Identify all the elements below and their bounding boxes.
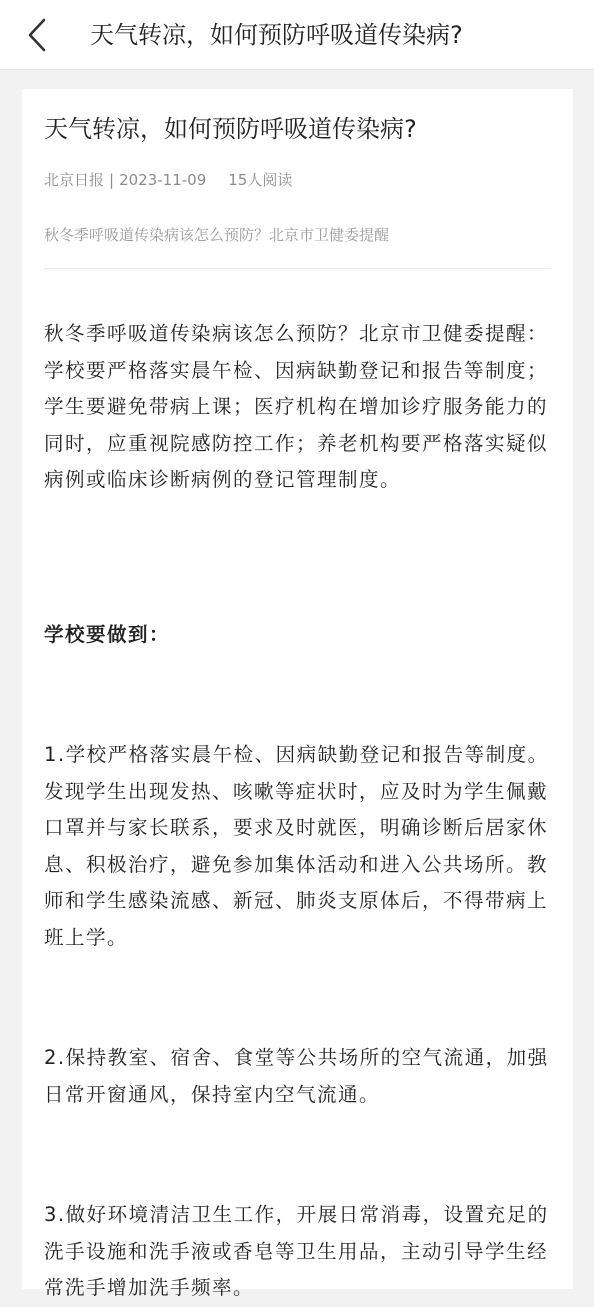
article-summary: 秋冬季呼吸道传染病该怎么预防？北京市卫健委提醒	[44, 226, 390, 244]
article-paragraph: 秋冬季呼吸道传染病该怎么预防？北京市卫健委提醒：学校要严格落实晨午检、因病缺勤登记和报告等制度；学生要避免带病上课；医疗机构在增加诊疗服务能力的同时，应重视院感防控工作；养老机构要严格落实疑似病例或临床诊断病例的登记管理制度。	[44, 322, 549, 492]
article-meta	[44, 169, 292, 191]
article-paragraph: 3.做好环境清洁卫生工作，开展日常消毒，设置充足的洗手设施和洗手液或香皂等卫生用品，主动引导学生经常洗手增加洗手频率。	[44, 1203, 549, 1300]
article-paragraph: 1.学校严格落实晨午检、因病缺勤登记和报告等制度。发现学生出现发热、咳嗽等症状时，应及时为学生佩戴口罩并与家长联系，要求及时就医，明确诊断后居家休息、积极治疗，避免参加集体活动和进入公共场所。教师和学生感染流感、新冠、肺炎支原体后，不得带病上班上学。	[44, 743, 549, 949]
article-paragraph: 2.保持教室、宿舍、食堂等公共场所的空气流通，加强日常开窗通风，保持室内空气流通。	[44, 1046, 549, 1106]
meta-separator: |	[109, 171, 115, 189]
summary-divider	[44, 268, 551, 269]
article-source: 北京日报	[44, 171, 105, 189]
article-card	[22, 89, 573, 1300]
nav-title: 天气转凉，如何预防呼吸道传染病?	[90, 21, 463, 49]
top-nav-bar	[0, 0, 594, 70]
back-button[interactable]	[22, 16, 58, 54]
article-title: 天气转凉，如何预防呼吸道传染病?	[44, 115, 417, 143]
article-date: 2023-11-09	[119, 171, 207, 189]
read-count: 15人阅读	[228, 171, 293, 189]
section-heading: 学校要做到：	[44, 623, 171, 646]
chevron-left-icon	[22, 16, 58, 54]
